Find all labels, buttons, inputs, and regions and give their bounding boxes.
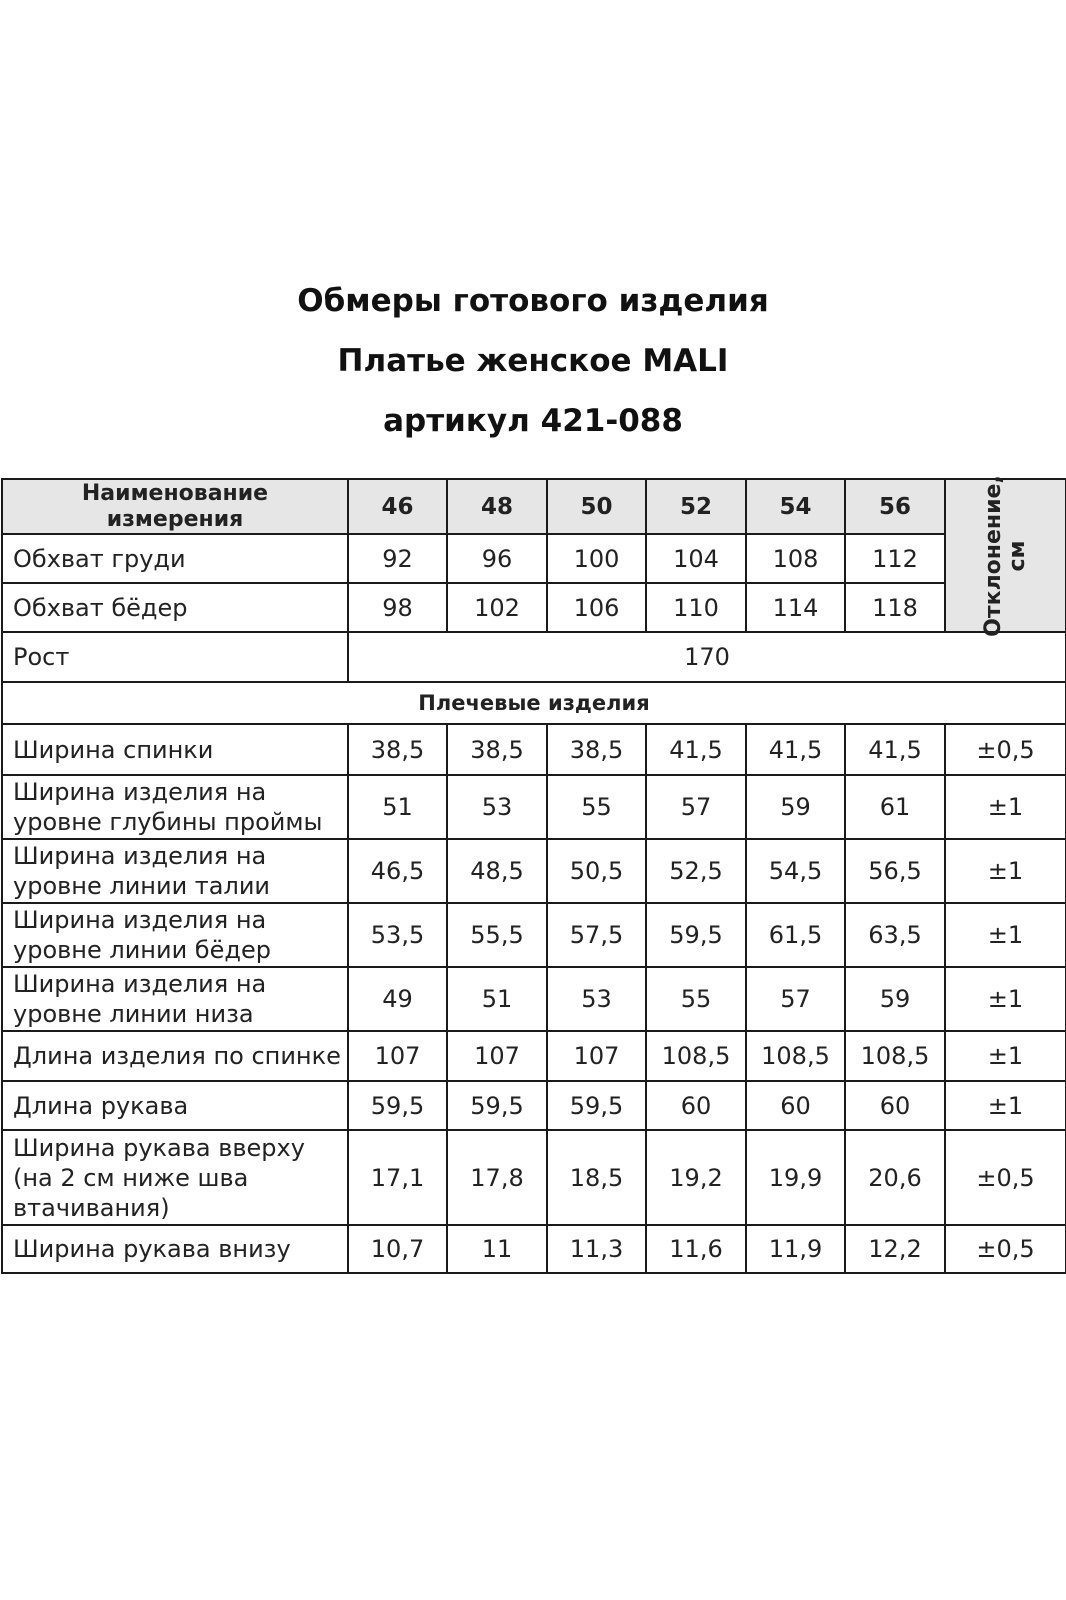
- row-name: Обхват бёдер: [2, 583, 348, 632]
- value-cell: 56,5: [845, 839, 945, 903]
- value-cell: 52,5: [646, 839, 746, 903]
- value-cell: 60: [746, 1081, 845, 1130]
- tolerance-cell: ±0,5: [945, 1130, 1066, 1225]
- value-cell: 108: [746, 534, 845, 583]
- header-name-cell: [2, 479, 348, 534]
- row-name-line-2: (на 2 см ниже шва: [13, 1163, 249, 1192]
- row-name: Обхват груди: [2, 534, 348, 583]
- row-name-line-1: Ширина изделия на: [13, 970, 267, 998]
- row-name: Ширина спинки: [2, 724, 348, 775]
- value-cell: 98: [348, 583, 447, 632]
- tolerance-cell: ±1: [945, 1081, 1066, 1130]
- value-cell: 110: [646, 583, 746, 632]
- row-name: [2, 1130, 348, 1225]
- value-cell: 104: [646, 534, 746, 583]
- value-cell: 50,5: [547, 839, 646, 903]
- value-cell: 19,9: [746, 1130, 845, 1225]
- value-cell: 41,5: [845, 724, 945, 775]
- tolerance-cell: ±1: [945, 775, 1066, 839]
- row-name-line-1: Ширина изделия на: [13, 906, 267, 934]
- table-row: [2, 1081, 1066, 1130]
- value-cell: 60: [646, 1081, 746, 1130]
- value-cell: 61: [845, 775, 945, 839]
- value-cell: 107: [447, 1031, 547, 1081]
- page-title: Обмеры готового изделия: [297, 283, 769, 319]
- value-cell: 59,5: [646, 903, 746, 967]
- value-cell: 10,7: [348, 1225, 447, 1273]
- value-cell: 59,5: [348, 1081, 447, 1130]
- value-cell: 100: [547, 534, 646, 583]
- value-cell: 38,5: [547, 724, 646, 775]
- value-cell: 107: [348, 1031, 447, 1081]
- product-title: Платье женское MALI: [337, 343, 729, 379]
- value-cell: 114: [746, 583, 845, 632]
- tolerance-cell: ±1: [945, 839, 1066, 903]
- value-cell: 49: [348, 967, 447, 1031]
- value-cell: 118: [845, 583, 945, 632]
- row-name-line-2: уровне линии низа: [13, 1000, 254, 1028]
- height-value: 170: [348, 632, 1066, 682]
- value-cell: 108,5: [845, 1031, 945, 1081]
- value-cell: 17,1: [348, 1130, 447, 1225]
- row-name: Длина рукава: [2, 1081, 348, 1130]
- value-cell: 59,5: [447, 1081, 547, 1130]
- value-cell: 53: [547, 967, 646, 1031]
- value-cell: 11: [447, 1225, 547, 1273]
- section-title: Плечевые изделия: [2, 682, 1066, 724]
- section-row: [2, 682, 1066, 724]
- value-cell: 59,5: [547, 1081, 646, 1130]
- value-cell: 63,5: [845, 903, 945, 967]
- tolerance-cell: ±1: [945, 903, 1066, 967]
- table-row: [2, 724, 1066, 775]
- value-cell: 53: [447, 775, 547, 839]
- row-name: Длина изделия по спинке: [2, 1031, 348, 1081]
- row-name-line-2: уровне глубины проймы: [13, 808, 323, 836]
- value-cell: 38,5: [447, 724, 547, 775]
- value-cell: 54,5: [746, 839, 845, 903]
- value-cell: 112: [845, 534, 945, 583]
- value-cell: 48,5: [447, 839, 547, 903]
- value-cell: 55,5: [447, 903, 547, 967]
- value-cell: 19,2: [646, 1130, 746, 1225]
- row-name: Ширина рукава внизу: [2, 1225, 348, 1273]
- table-row: [2, 583, 1066, 632]
- size-header-46: 46: [348, 479, 447, 534]
- height-row: [2, 632, 1066, 682]
- row-name-line-2: уровне линии талии: [13, 872, 271, 900]
- row-name: [2, 903, 348, 967]
- table-row: [2, 967, 1066, 1031]
- tolerance-cell: ±0,5: [945, 1225, 1066, 1273]
- tolerance-header-line-2: см: [1004, 539, 1030, 572]
- value-cell: 61,5: [746, 903, 845, 967]
- value-cell: 106: [547, 583, 646, 632]
- value-cell: 11,3: [547, 1225, 646, 1273]
- row-name-line-1: Ширина изделия на: [13, 778, 267, 806]
- table-row: [2, 1130, 1066, 1225]
- value-cell: 46,5: [348, 839, 447, 903]
- tolerance-cell: ±1: [945, 1031, 1066, 1081]
- value-cell: 92: [348, 534, 447, 583]
- value-cell: 55: [646, 967, 746, 1031]
- value-cell: 51: [348, 775, 447, 839]
- row-name-line-1: Ширина изделия на: [13, 842, 267, 870]
- value-cell: 51: [447, 967, 547, 1031]
- table-row: [2, 1031, 1066, 1081]
- value-cell: 96: [447, 534, 547, 583]
- row-name: [2, 839, 348, 903]
- value-cell: 102: [447, 583, 547, 632]
- value-cell: 57: [746, 967, 845, 1031]
- header-name-line-2: измерения: [106, 506, 244, 532]
- value-cell: 59: [845, 967, 945, 1031]
- size-header-54: 54: [746, 479, 845, 534]
- tolerance-header: [945, 474, 1066, 637]
- value-cell: 107: [547, 1031, 646, 1081]
- value-cell: 108,5: [646, 1031, 746, 1081]
- value-cell: 38,5: [348, 724, 447, 775]
- article-number: артикул 421-088: [383, 403, 683, 439]
- size-header-52: 52: [646, 479, 746, 534]
- value-cell: 41,5: [746, 724, 845, 775]
- value-cell: 55: [547, 775, 646, 839]
- tolerance-cell: ±1: [945, 967, 1066, 1031]
- measurements-table: [1, 474, 1066, 1274]
- tolerance-header-text: [982, 475, 1030, 637]
- value-cell: 41,5: [646, 724, 746, 775]
- value-cell: 59: [746, 775, 845, 839]
- value-cell: 11,9: [746, 1225, 845, 1273]
- row-name: [2, 967, 348, 1031]
- value-cell: 60: [845, 1081, 945, 1130]
- value-cell: 53,5: [348, 903, 447, 967]
- row-name-line-3: втачивания): [13, 1193, 170, 1222]
- value-cell: 18,5: [547, 1130, 646, 1225]
- row-name-line-1: Ширина рукава вверху: [13, 1133, 305, 1162]
- table-row: [2, 534, 1066, 583]
- table-row: [2, 903, 1066, 967]
- tolerance-header-line-1: Отклонение,: [980, 474, 1006, 637]
- value-cell: 11,6: [646, 1225, 746, 1273]
- value-cell: 12,2: [845, 1225, 945, 1273]
- value-cell: 17,8: [447, 1130, 547, 1225]
- value-cell: 20,6: [845, 1130, 945, 1225]
- size-header-56: 56: [845, 479, 945, 534]
- table-row: [2, 839, 1066, 903]
- header-name-line-1: Наименование: [81, 480, 269, 506]
- value-cell: 57,5: [547, 903, 646, 967]
- size-header-50: 50: [547, 479, 646, 534]
- table-row: [2, 1225, 1066, 1273]
- value-cell: 108,5: [746, 1031, 845, 1081]
- table-row: [2, 775, 1066, 839]
- header-row: [2, 479, 1066, 534]
- tolerance-cell: ±0,5: [945, 724, 1066, 775]
- row-name: [2, 775, 348, 839]
- value-cell: 57: [646, 775, 746, 839]
- row-name-line-2: уровне линии бёдер: [13, 936, 271, 964]
- size-header-48: 48: [447, 479, 547, 534]
- row-name: Рост: [2, 632, 348, 682]
